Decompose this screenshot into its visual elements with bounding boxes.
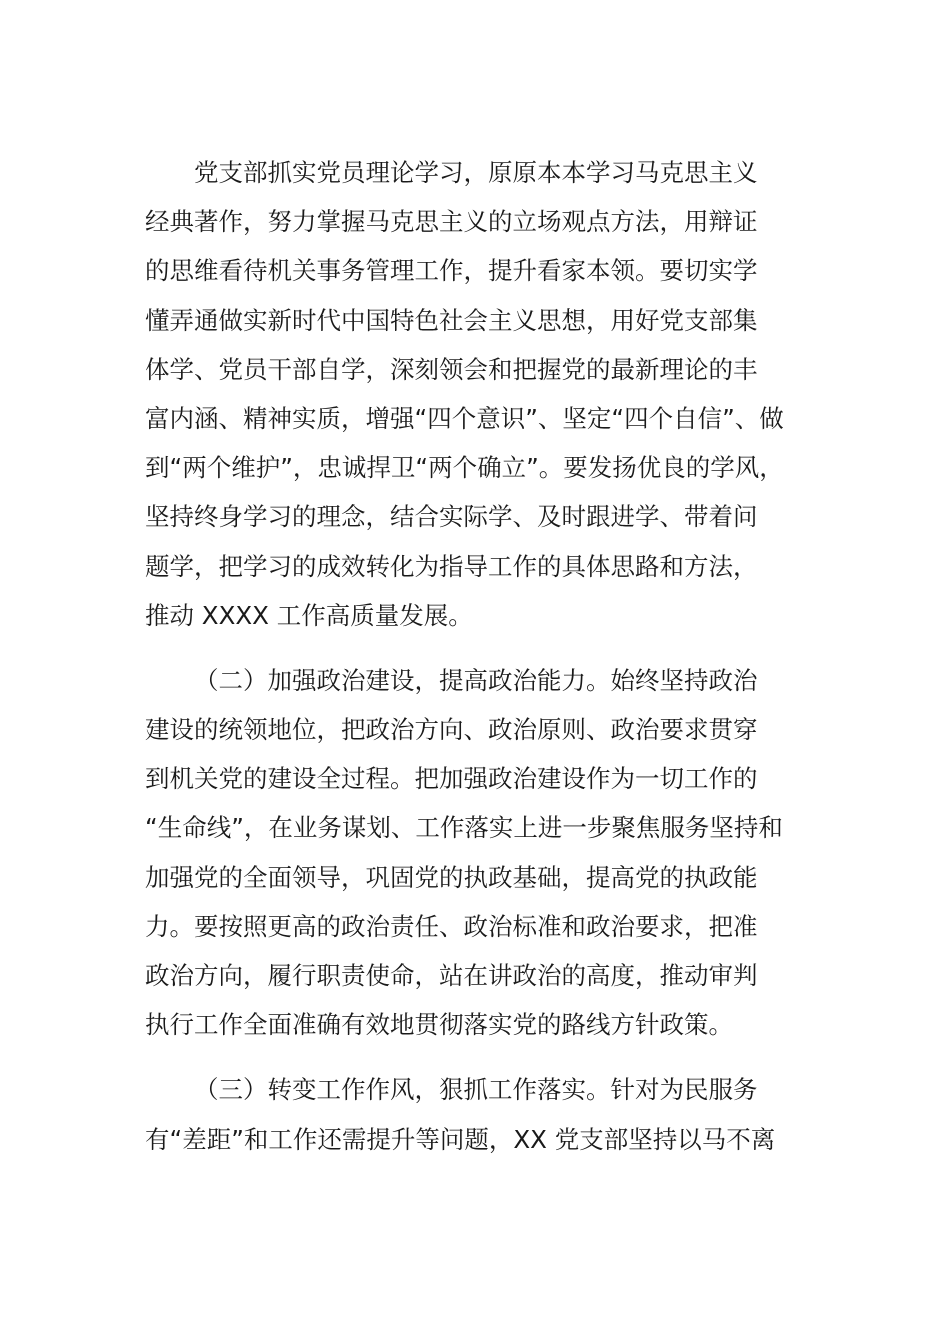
text-line: “生命线”，在业务谋划、工作落实上进一步聚焦服务坚持和 xyxy=(145,813,783,843)
text-line: 推动 XXXX 工作高质量发展。 xyxy=(145,600,473,630)
text-line: 经典著作，努力掌握马克思主义的立场观点方法，用辩证 xyxy=(145,207,758,237)
text-line: 建设的统领地位，把政治方向、政治原则、政治要求贯穿 xyxy=(145,715,758,745)
text-line: 力。要按照更高的政治责任、政治标准和政治要求，把准 xyxy=(145,911,758,941)
text-line: 到“两个维护”，忠诚捍卫“两个确立”。要发扬优良的学风， xyxy=(145,453,784,483)
paragraph-gap xyxy=(145,1049,805,1065)
paragraph-gap xyxy=(145,640,805,656)
text-line: 到机关党的建设全过程。把加强政治建设作为一切工作的 xyxy=(145,764,758,794)
text-line: 加强党的全面领导，巩固党的执政基础，提高党的执政能 xyxy=(145,862,758,892)
text-line: （三）转变工作作风，狠抓工作落实。针对为民服务 xyxy=(194,1075,758,1105)
paragraph-theory-study xyxy=(145,148,805,640)
text-line: 的思维看待机关事务管理工作，提升看家本领。要切实学 xyxy=(145,256,758,286)
text-line: 政治方向，履行职责使命，站在讲政治的高度，推动审判 xyxy=(145,961,758,990)
text-line: 执行工作全面准确有效地贯彻落实党的路线方针政策。 xyxy=(145,1010,733,1040)
text-line: 有“差距”和工作还需提升等问题，XX 党支部坚持以马不离 xyxy=(145,1124,776,1154)
document-body xyxy=(145,148,805,1164)
text-line: 党支部抓实党员理论学习，原原本本学习马克思主义 xyxy=(194,158,758,187)
paragraph-political-building xyxy=(145,656,805,1050)
paragraph-work-style xyxy=(145,1065,805,1163)
text-line: 坚持终身学习的理念，结合实际学、及时跟进学、带着问 xyxy=(145,502,758,532)
text-line: 体学、党员干部自学，深刻领会和把握党的最新理论的丰 xyxy=(145,354,758,384)
text-line: 题学，把学习的成效转化为指导工作的具体思路和方法， xyxy=(145,551,758,581)
text-line: 懂弄通做实新时代中国特色社会主义思想，用好党支部集 xyxy=(145,305,758,335)
text-line: （二）加强政治建设，提高政治能力。始终坚持政治 xyxy=(194,665,758,695)
text-line: 富内涵、精神实质，增强“四个意识”、坚定“四个自信”、做 xyxy=(145,403,784,433)
